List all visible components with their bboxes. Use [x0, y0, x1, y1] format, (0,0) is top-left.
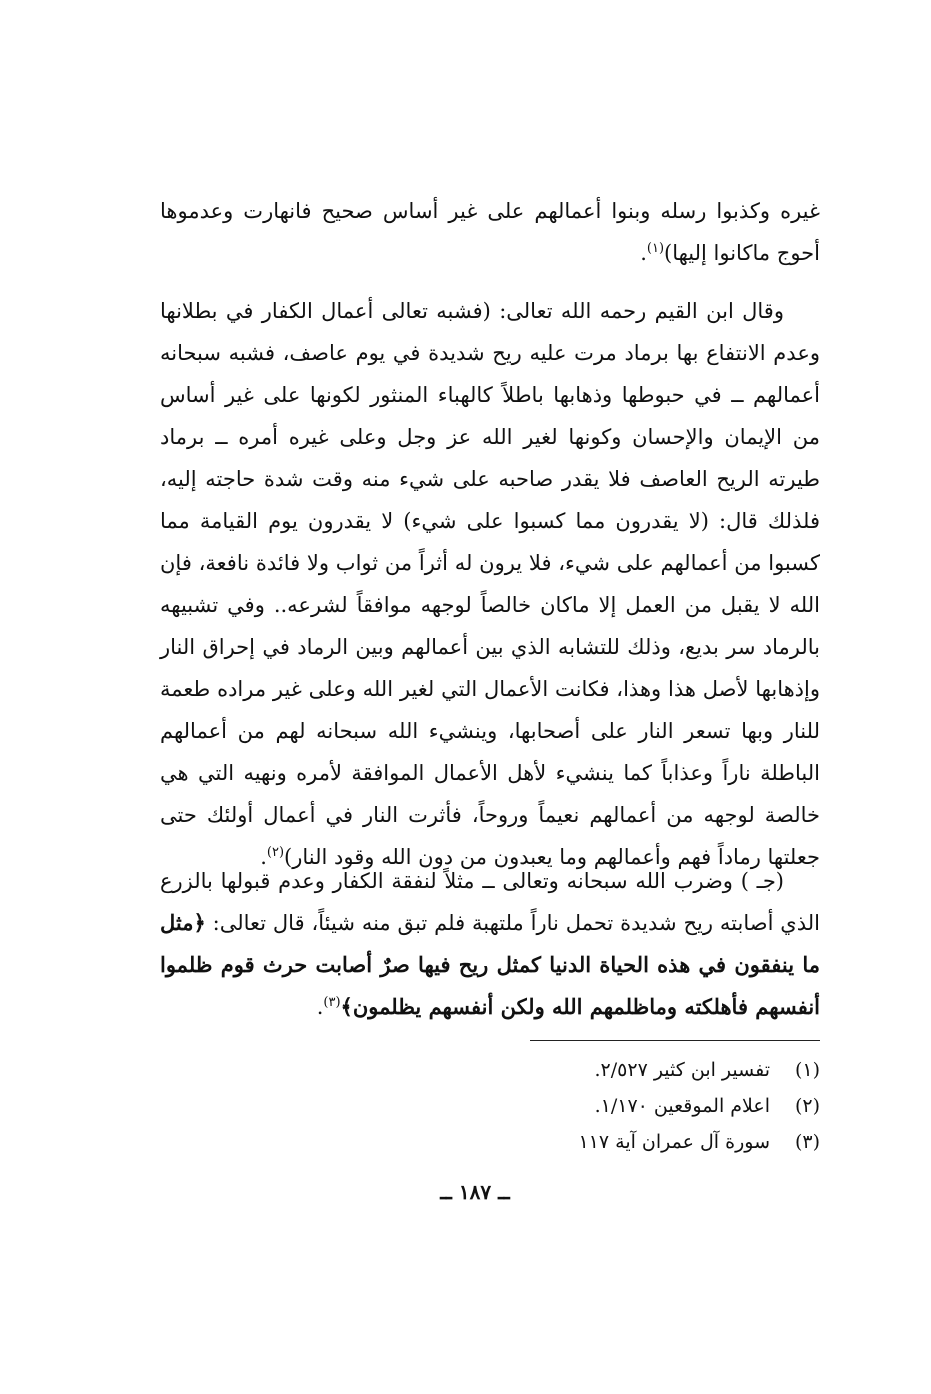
footnote-ref-2[interactable]: (٢) — [266, 845, 285, 860]
footnote-text: تفسير ابن كثير ٢/٥٢٧. — [594, 1059, 770, 1081]
page-number: ــ ١٨٧ ــ — [440, 1180, 510, 1204]
paragraph-text: (جـ ) وضرب الله سبحانه وتعالى ــ مثلاً لنفقة الكفار وعدم قبولها بالزرع الذي أصابته ريح شديدة تحمل ناراً ملتهبة فلم تبق منه شيئاً، قال تعالى: — [160, 869, 820, 935]
footnotes-list — [500, 1052, 820, 1160]
footnote-number: (٣) — [794, 1131, 820, 1153]
footnote-text: سورة آل عمران آية ١١٧ — [578, 1131, 770, 1153]
paragraph-text: غيره وكذبوا رسله وبنوا أعمالهم على غير أساس صحيح فانهارت وعدموها أحوج ماكانوا إليها) — [160, 199, 820, 265]
paragraph-end: . — [640, 241, 647, 265]
footnote-item — [500, 1124, 820, 1160]
footnote-item — [500, 1088, 820, 1124]
footnote-number: (١) — [794, 1059, 820, 1081]
footnote-ref-3[interactable]: (٣) — [323, 995, 341, 1010]
footnote-number: (٢) — [794, 1095, 820, 1117]
paragraph-end: . — [316, 995, 324, 1019]
footnote-divider — [530, 1040, 820, 1041]
paragraph-text: وقال ابن القيم رحمه الله تعالى: (فشبه تعالى أعمال الكفار في بطلانها وعدم الانتفاع بها برماد مرت عليه ريح شديدة في يوم عاصف، فشبه سبحانه أعمالهم ــ في حبوطها وذهابها باطلاً كالهباء المنثور لكونها على غير أساس من الإيمان والإحسان وكونها لغير الله عز وجل وعلى غيره أمره ــ برماد طيرته الريح العاصف فلا يقدر صاحبه على شيء منه وقت شدة حاجته إليه، فلذلك قال: (لا يقدرون مما كسبوا على شيء) لا يقدرون يوم القيامة مما كسبوا من أعمالهم على شيء، فلا يرون له أثراً من ثواب ولا فائدة نافعة، فإن الله لا يقبل من العمل إلا ماكان خالصاً لوجهه موافقاً لشرعه.. وفي تشبيهه بالرماد سر بديع، وذلك للتشابه الذي بين أعمالهم وبين الرماد في إحراق النار وإذهابها لأصل هذا وهذا، فكانت الأعمال التي لغير الله وعلى غير مراده طعمة للنار وبها تسعر النار على أصحابها، وينشيء الله سبحانه لهم من أعمالهم الباطلة ناراً وعذاباً كما ينشيء لأهل الأعمال الموافقة لأمره ونهيه التي هي خالصة لوجهه من أعمالهم نعيماً وروحاً، فأثرت النار في أعمال أولئك حتى جعلتها رماداً فهم وأعمالهم وما يعبدون من دون الله وقود النار) — [160, 299, 820, 869]
paragraph-ibn-alqayyim — [160, 290, 820, 878]
quran-verse: ﴿مثل ما ينفقون في هذه الحياة الدنيا كمثل ريح فيها صرٌ أصابت حرث قوم ظلموا أنفسهم فأهلكته وماظلمهم الله ولكن أنفسهم يظلمون﴾ — [160, 910, 820, 1019]
paragraph-end: . — [260, 845, 267, 869]
footnote-item — [500, 1052, 820, 1088]
footnote-text: اعلام الموقعين ١/١٧٠. — [594, 1095, 770, 1117]
paragraph-jeem — [160, 860, 820, 1028]
footnote-ref-1[interactable]: (١) — [646, 241, 665, 256]
paragraph-continuation — [160, 190, 820, 274]
